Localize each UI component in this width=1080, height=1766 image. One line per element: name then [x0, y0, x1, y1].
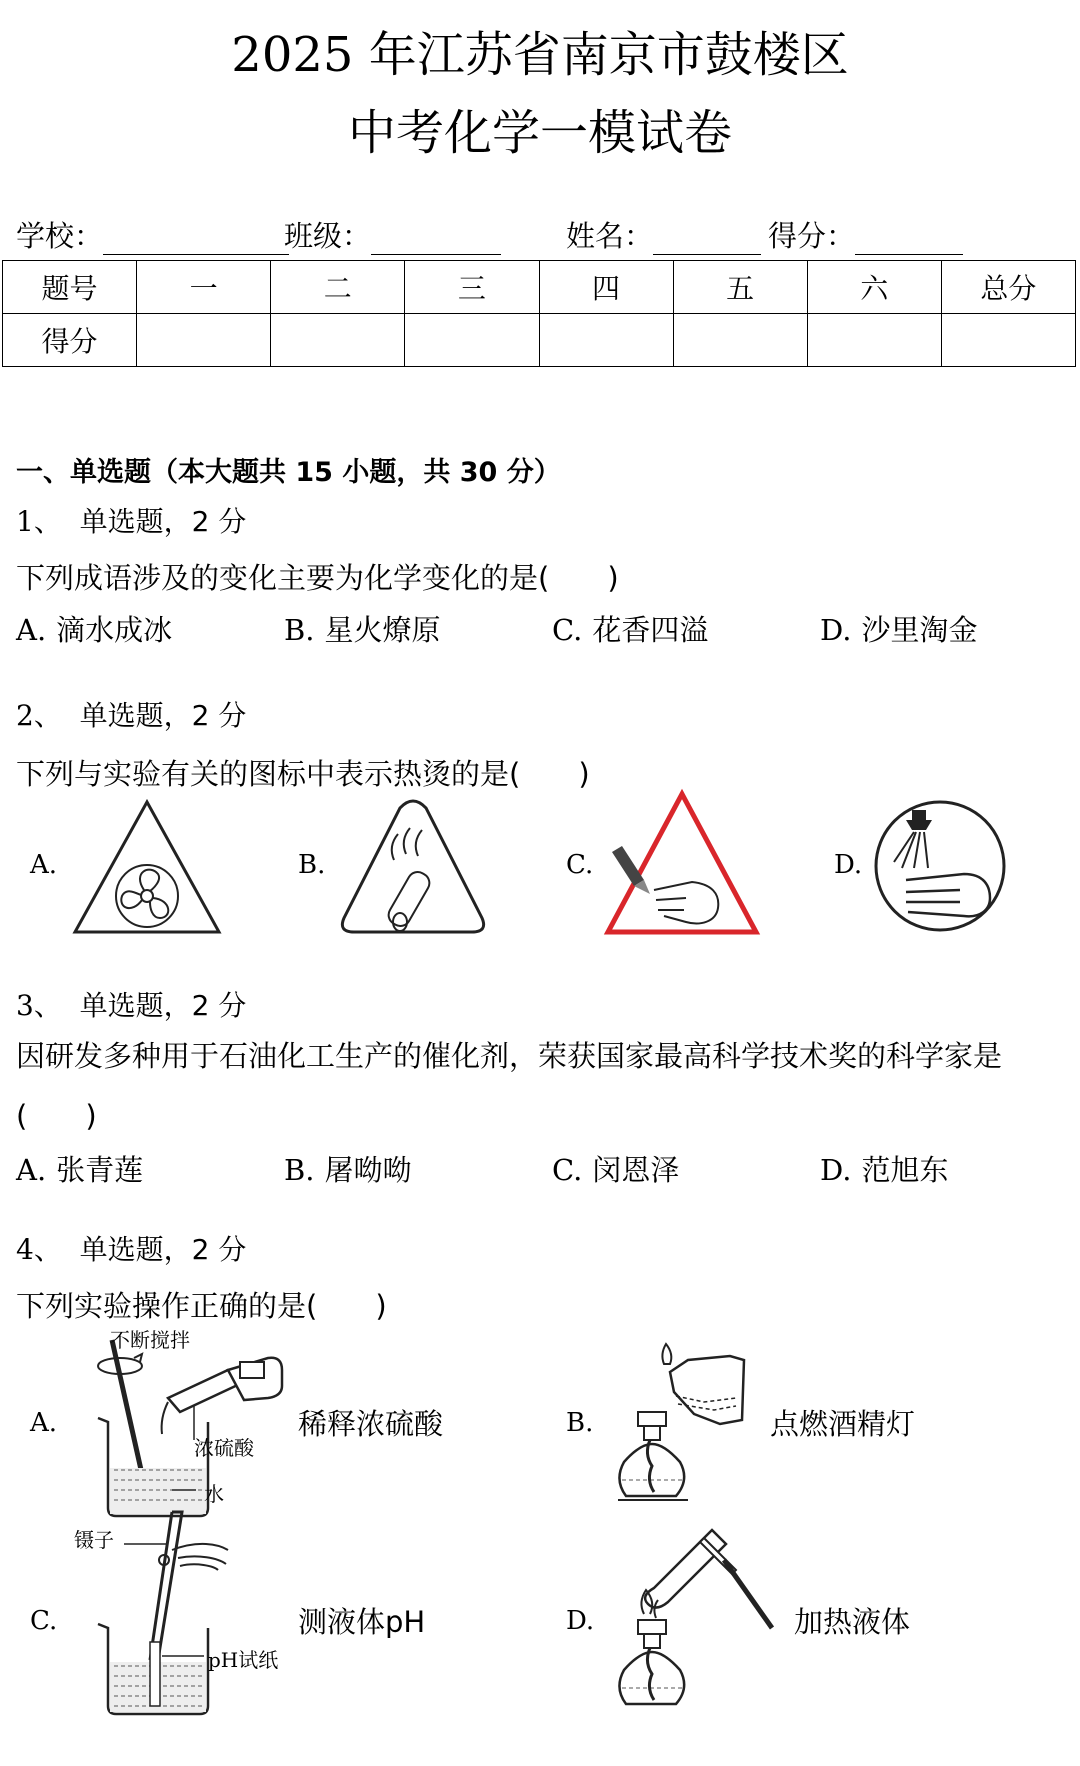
q4-option-b-letter[interactable]: B. — [566, 1408, 594, 1438]
score-table-header-row — [3, 261, 1076, 314]
q3-option-b[interactable] — [284, 1148, 412, 1189]
table-cell: 六 — [807, 261, 941, 314]
q3-option-a[interactable] — [16, 1148, 143, 1189]
q3-option-c[interactable] — [552, 1148, 679, 1189]
question-4-text: 下列实验操作正确的是( ) — [16, 1289, 387, 1323]
table-cell: 四 — [539, 261, 673, 314]
option-text: 屠呦呦 — [324, 1153, 412, 1187]
hot-test-tube-warning-icon — [338, 800, 488, 935]
q4-option-b-caption: 点燃酒精灯 — [770, 1407, 916, 1441]
name-field — [566, 214, 761, 255]
school-field — [16, 214, 289, 255]
option-text: 张青莲 — [56, 1153, 144, 1187]
option-letter: C. — [552, 1153, 583, 1187]
score-blank — [855, 224, 963, 255]
option-letter: B. — [284, 1153, 315, 1187]
question-type: 单选题，2 分 — [79, 1233, 247, 1266]
conc-acid-label: 浓硫酸 — [194, 1436, 254, 1460]
page-title-line1: 2025 年江苏省南京市鼓楼区 — [231, 27, 849, 83]
q1-option-a[interactable] — [16, 608, 172, 649]
page-title-line2: 中考化学一模试卷 — [347, 105, 732, 161]
q4-option-c-letter[interactable]: C. — [30, 1606, 58, 1636]
score-table — [2, 260, 1076, 367]
dilute-acid-diagram — [68, 1330, 288, 1520]
q4-option-a-letter[interactable]: A. — [30, 1408, 58, 1438]
water-label: 水 — [204, 1482, 224, 1506]
question-2-text: 下列与实验有关的图标中表示热烫的是( ) — [16, 757, 590, 791]
score-input-cell[interactable] — [137, 314, 271, 367]
q3-option-d[interactable] — [820, 1148, 948, 1189]
question-type: 单选题，2 分 — [79, 505, 247, 538]
question-3-text: 因研发多种用于石油化工生产的催化剂，荣获国家最高科学技术奖的科学家是 — [16, 1039, 1003, 1073]
question-1-header — [16, 500, 246, 540]
option-letter: C. — [552, 613, 583, 647]
question-1-text: 下列成语涉及的变化主要为化学变化的是( ) — [16, 561, 619, 595]
option-letter: D. — [820, 1153, 852, 1187]
question-number: 2、 — [16, 699, 62, 732]
q1-option-d[interactable] — [820, 608, 977, 649]
q2-option-b-letter[interactable]: B. — [298, 850, 326, 880]
q4-option-d-letter[interactable]: D. — [566, 1606, 595, 1636]
option-letter: A. — [16, 1153, 47, 1187]
sharp-object-warning-icon — [604, 790, 760, 936]
score-input-cell[interactable] — [807, 314, 941, 367]
q2-option-c-letter[interactable]: C. — [566, 850, 594, 880]
option-letter: D. — [820, 613, 852, 647]
question-number: 1、 — [16, 505, 62, 538]
stir-label: 不断搅拌 — [110, 1328, 190, 1352]
table-cell: 三 — [405, 261, 539, 314]
class-field — [284, 214, 501, 255]
table-cell: 五 — [673, 261, 807, 314]
question-number: 3、 — [16, 989, 62, 1022]
name-blank — [653, 224, 761, 255]
table-cell: 得分 — [3, 314, 137, 367]
score-input-cell[interactable] — [941, 314, 1075, 367]
q4-option-d-caption: 加热液体 — [794, 1605, 911, 1639]
tweezers-label: 镊子 — [74, 1528, 114, 1552]
section-title: 一、单选题（本大题共 15 小题，共 30 分） — [16, 457, 561, 488]
q2-option-d-letter[interactable]: D. — [834, 850, 863, 880]
option-text: 花香四溢 — [592, 613, 709, 647]
question-2-header — [16, 694, 246, 734]
table-cell: 二 — [271, 261, 405, 314]
q4-option-a-caption: 稀释浓硫酸 — [298, 1407, 444, 1441]
class-label: 班级： — [284, 219, 372, 253]
question-3-text-cont: ( ) — [16, 1099, 97, 1133]
hand-wash-icon — [872, 798, 1008, 934]
question-type: 单选题，2 分 — [79, 989, 247, 1022]
question-type: 单选题，2 分 — [79, 699, 247, 732]
score-input-cell[interactable] — [539, 314, 673, 367]
heat-liquid-diagram — [604, 1520, 784, 1710]
table-cell: 总分 — [941, 261, 1075, 314]
score-table-score-row — [3, 314, 1076, 367]
question-number: 4、 — [16, 1233, 62, 1266]
question-3-header — [16, 984, 246, 1024]
option-text: 滴水成冰 — [56, 613, 173, 647]
score-input-cell[interactable] — [405, 314, 539, 367]
ph-paper-label: pH试纸 — [208, 1648, 279, 1672]
q1-option-c[interactable] — [552, 608, 708, 649]
score-field — [768, 214, 963, 255]
option-text: 星火燎原 — [324, 613, 441, 647]
score-input-cell[interactable] — [271, 314, 405, 367]
fan-warning-icon — [72, 800, 222, 935]
name-label: 姓名： — [566, 219, 654, 253]
table-cell: 一 — [137, 261, 271, 314]
question-4-header — [16, 1228, 246, 1268]
q1-option-b[interactable] — [284, 608, 441, 649]
table-cell: 题号 — [3, 261, 137, 314]
option-text: 沙里淘金 — [861, 613, 978, 647]
school-label: 学校： — [16, 219, 104, 253]
q4-option-c-caption: 测液体pH — [298, 1605, 426, 1639]
q2-option-a-letter[interactable]: A. — [30, 850, 58, 880]
class-blank — [371, 224, 501, 255]
score-label: 得分： — [768, 219, 856, 253]
option-text: 范旭东 — [861, 1153, 949, 1187]
option-letter: A. — [16, 613, 47, 647]
alcohol-lamp-lighting-diagram — [604, 1340, 764, 1520]
option-letter: B. — [284, 613, 315, 647]
school-blank — [103, 224, 289, 255]
score-input-cell[interactable] — [673, 314, 807, 367]
option-text: 闵恩泽 — [592, 1153, 680, 1187]
